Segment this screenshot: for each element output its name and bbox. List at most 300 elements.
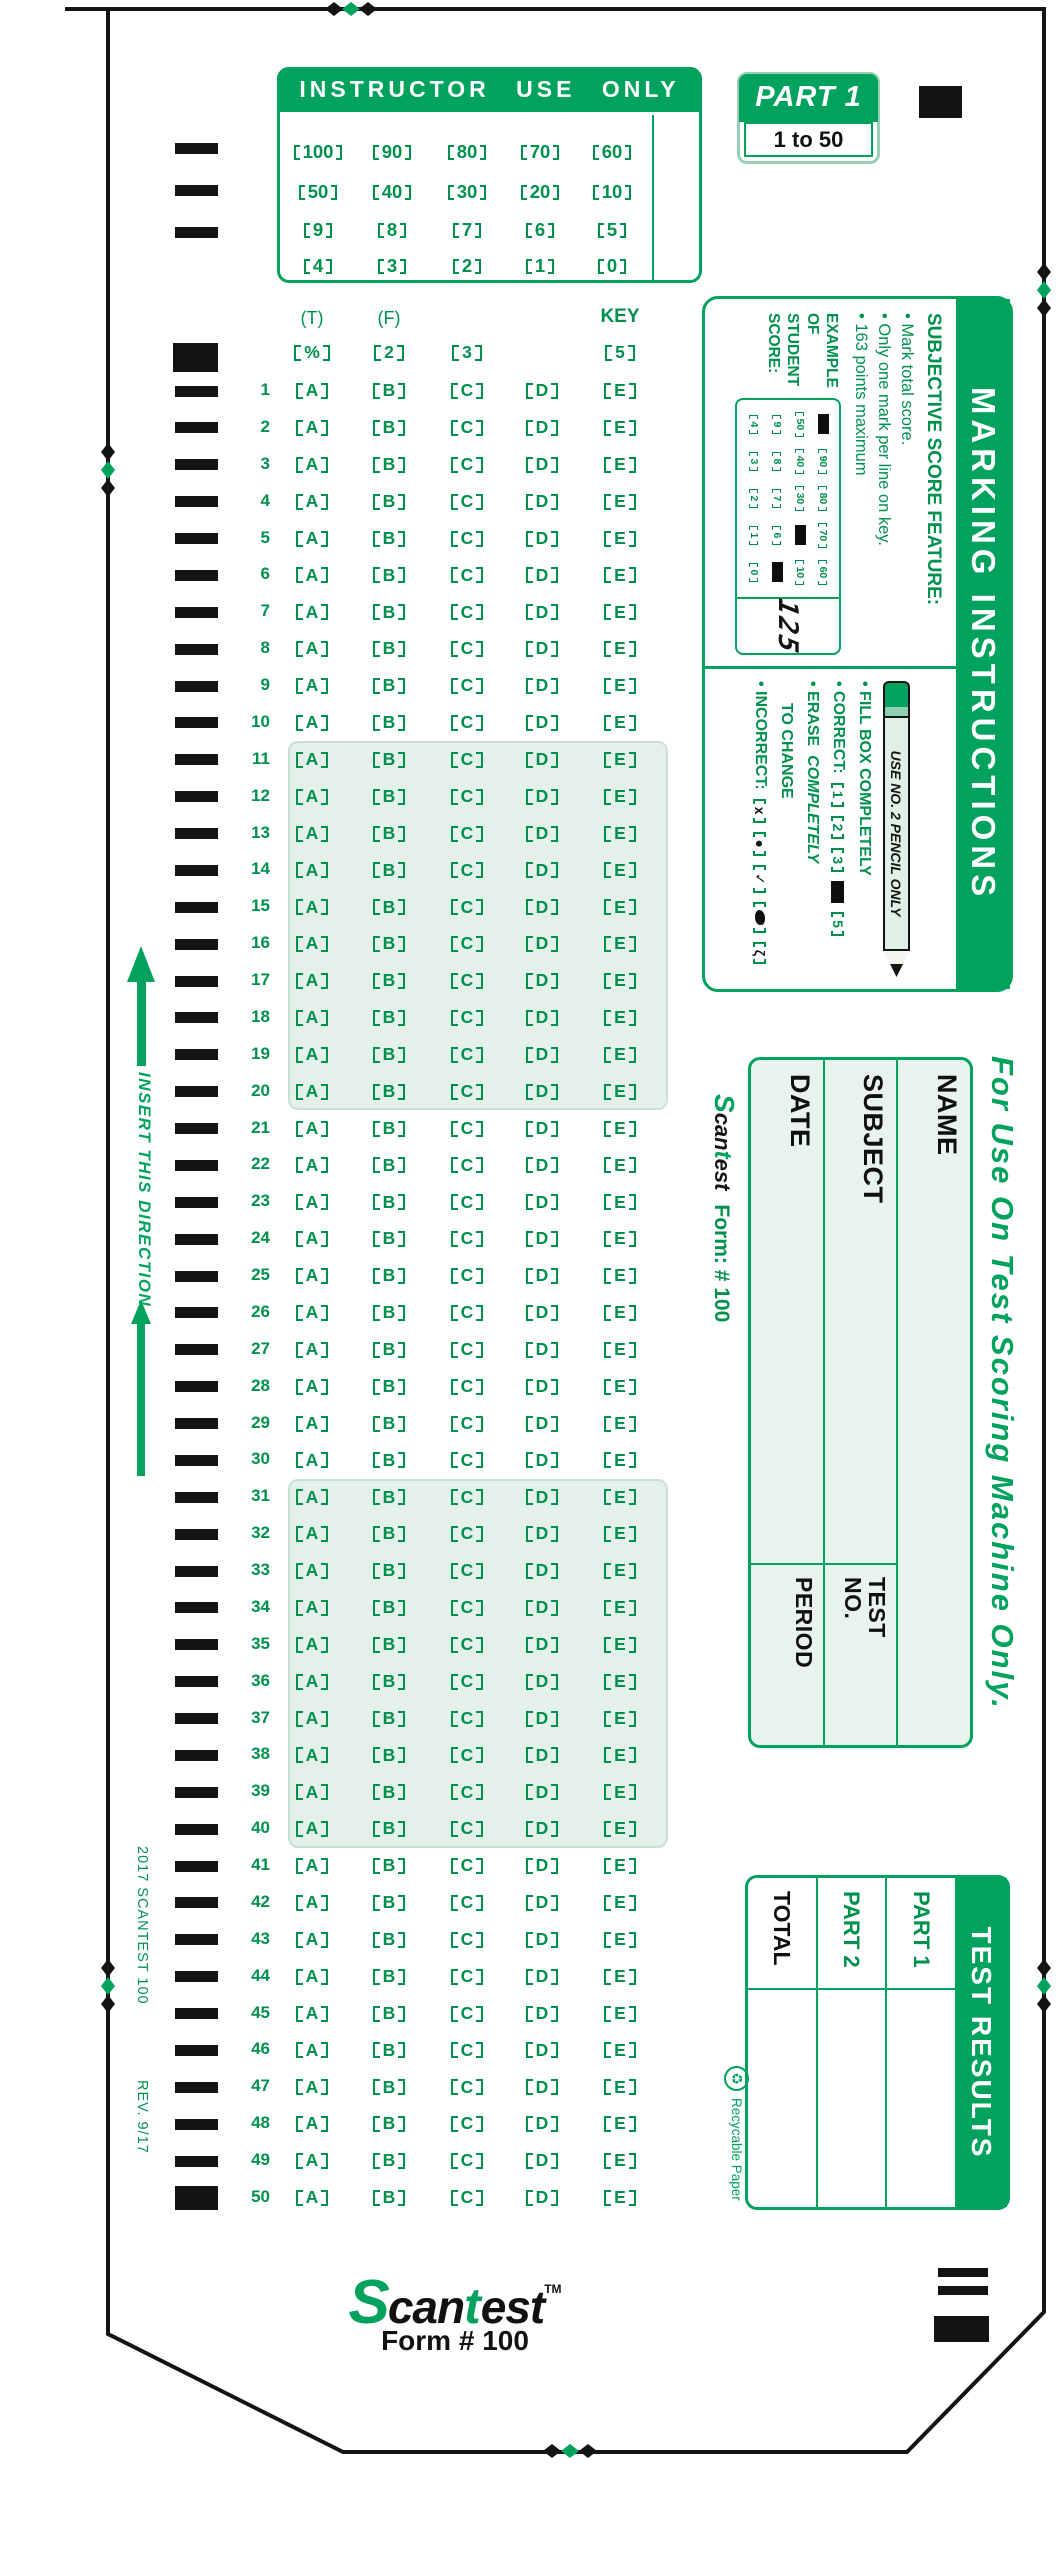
q29-choice-E[interactable] bbox=[585, 1411, 655, 1437]
q49-choice-A[interactable] bbox=[277, 2148, 347, 2174]
q50-choice-E[interactable] bbox=[585, 2185, 655, 2211]
key-bubble-2[interactable] bbox=[354, 340, 424, 366]
q44-choice-C[interactable] bbox=[432, 1964, 502, 1990]
bracket-right-icon bbox=[476, 641, 483, 657]
key-bubble-3[interactable] bbox=[432, 340, 502, 366]
timing-mark bbox=[175, 1271, 218, 1282]
q27-choice-C[interactable] bbox=[432, 1337, 502, 1363]
q14-choice-D[interactable] bbox=[507, 857, 577, 883]
q11-choice-C[interactable] bbox=[432, 747, 502, 773]
q11-choice-E[interactable] bbox=[585, 747, 655, 773]
q13-choice-B[interactable] bbox=[354, 821, 424, 847]
q45-choice-B[interactable] bbox=[354, 2001, 424, 2027]
q23-choice-B[interactable] bbox=[354, 1189, 424, 1215]
q26-choice-C[interactable] bbox=[432, 1300, 502, 1326]
q27-choice-A[interactable] bbox=[277, 1337, 347, 1363]
q31-choice-C[interactable] bbox=[432, 1484, 502, 1510]
q5-choice-B[interactable] bbox=[354, 526, 424, 552]
q7-choice-B[interactable] bbox=[354, 599, 424, 625]
q48-choice-C[interactable] bbox=[432, 2111, 502, 2137]
q37-choice-A[interactable] bbox=[277, 1706, 347, 1732]
q35-choice-B[interactable] bbox=[354, 1632, 424, 1658]
q50-choice-A[interactable] bbox=[277, 2185, 347, 2211]
q31-choice-A[interactable] bbox=[277, 1484, 347, 1510]
q39-choice-D[interactable] bbox=[507, 1779, 577, 1805]
q45-choice-D[interactable] bbox=[507, 2001, 577, 2027]
q42-choice-B[interactable] bbox=[354, 1890, 424, 1916]
q47-choice-B[interactable] bbox=[354, 2074, 424, 2100]
q25-choice-B[interactable] bbox=[354, 1263, 424, 1289]
q5-choice-E[interactable] bbox=[585, 526, 655, 552]
q24-choice-B[interactable] bbox=[354, 1226, 424, 1252]
q31-choice-B[interactable] bbox=[354, 1484, 424, 1510]
q3-choice-E[interactable] bbox=[585, 452, 655, 478]
instructor-score-bubble-60[interactable] bbox=[569, 139, 655, 165]
q4-choice-E[interactable] bbox=[585, 489, 655, 515]
bubble-value: A bbox=[305, 417, 319, 438]
q48-choice-E[interactable] bbox=[585, 2111, 655, 2137]
q21-choice-C[interactable] bbox=[432, 1116, 502, 1142]
q40-choice-D[interactable] bbox=[507, 1816, 577, 1842]
q43-choice-E[interactable] bbox=[585, 1927, 655, 1953]
q16-choice-A[interactable] bbox=[277, 931, 347, 957]
instructor-score-bubble-10[interactable] bbox=[569, 179, 655, 205]
q21-choice-E[interactable] bbox=[585, 1116, 655, 1142]
q24-choice-D[interactable] bbox=[507, 1226, 577, 1252]
q39-choice-E[interactable] bbox=[585, 1779, 655, 1805]
q30-choice-E[interactable] bbox=[585, 1447, 655, 1473]
q30-choice-A[interactable] bbox=[277, 1447, 347, 1473]
q36-choice-D[interactable] bbox=[507, 1669, 577, 1695]
q31-choice-E[interactable] bbox=[585, 1484, 655, 1510]
q8-choice-D[interactable] bbox=[507, 636, 577, 662]
calibration-bar bbox=[938, 2268, 988, 2277]
q14-choice-C[interactable] bbox=[432, 857, 502, 883]
q50-choice-B[interactable] bbox=[354, 2185, 424, 2211]
bracket-left-icon bbox=[526, 1194, 533, 1210]
q18-choice-B[interactable] bbox=[354, 1005, 424, 1031]
bubble-value: C bbox=[460, 1523, 474, 1544]
q34-choice-E[interactable] bbox=[585, 1595, 655, 1621]
q25-choice-A[interactable] bbox=[277, 1263, 347, 1289]
q6-choice-B[interactable] bbox=[354, 562, 424, 588]
q38-choice-C[interactable] bbox=[432, 1742, 502, 1768]
q3-choice-A[interactable] bbox=[277, 452, 347, 478]
q6-choice-E[interactable] bbox=[585, 562, 655, 588]
q40-choice-A[interactable] bbox=[277, 1816, 347, 1842]
q23-choice-D[interactable] bbox=[507, 1189, 577, 1215]
instructor-score-bubble-0[interactable] bbox=[569, 253, 655, 279]
q13-choice-A[interactable] bbox=[277, 821, 347, 847]
q20-choice-A[interactable] bbox=[277, 1079, 347, 1105]
q22-choice-A[interactable] bbox=[277, 1152, 347, 1178]
q41-choice-C[interactable] bbox=[432, 1853, 502, 1879]
q19-choice-C[interactable] bbox=[432, 1042, 502, 1068]
bracket-left-icon bbox=[373, 185, 379, 200]
q16-choice-B[interactable] bbox=[354, 931, 424, 957]
q38-choice-A[interactable] bbox=[277, 1742, 347, 1768]
q13-choice-C[interactable] bbox=[432, 821, 502, 847]
q17-choice-C[interactable] bbox=[432, 968, 502, 994]
q11-choice-A[interactable] bbox=[277, 747, 347, 773]
q30-choice-B[interactable] bbox=[354, 1447, 424, 1473]
q33-choice-C[interactable] bbox=[432, 1558, 502, 1584]
q5-choice-C[interactable] bbox=[432, 526, 502, 552]
q25-choice-E[interactable] bbox=[585, 1263, 655, 1289]
q46-choice-E[interactable] bbox=[585, 2037, 655, 2063]
q39-choice-A[interactable] bbox=[277, 1779, 347, 1805]
q18-choice-A[interactable] bbox=[277, 1005, 347, 1031]
part2-score-cell[interactable] bbox=[818, 1990, 886, 2207]
q21-choice-B[interactable] bbox=[354, 1116, 424, 1142]
q40-choice-E[interactable] bbox=[585, 1816, 655, 1842]
q3-choice-B[interactable] bbox=[354, 452, 424, 478]
q5-choice-D[interactable] bbox=[507, 526, 577, 552]
q35-choice-D[interactable] bbox=[507, 1632, 577, 1658]
q29-choice-C[interactable] bbox=[432, 1411, 502, 1437]
q12-choice-C[interactable] bbox=[432, 784, 502, 810]
bracket-left-icon bbox=[373, 531, 380, 547]
q2-choice-C[interactable] bbox=[432, 415, 502, 441]
key-bubble-5[interactable] bbox=[585, 340, 655, 366]
q3-choice-C[interactable] bbox=[432, 452, 502, 478]
q18-choice-C[interactable] bbox=[432, 1005, 502, 1031]
q10-choice-D[interactable] bbox=[507, 710, 577, 736]
instructor-score-bubble-8[interactable] bbox=[349, 217, 435, 243]
q41-choice-D[interactable] bbox=[507, 1853, 577, 1879]
q20-choice-B[interactable] bbox=[354, 1079, 424, 1105]
q26-choice-D[interactable] bbox=[507, 1300, 577, 1326]
bracket-left-icon bbox=[604, 567, 611, 583]
q2-choice-D[interactable] bbox=[507, 415, 577, 441]
q2-choice-E[interactable] bbox=[585, 415, 655, 441]
bubble-value: C bbox=[460, 1818, 474, 1839]
q27-choice-B[interactable] bbox=[354, 1337, 424, 1363]
q33-choice-B[interactable] bbox=[354, 1558, 424, 1584]
q45-choice-C[interactable] bbox=[432, 2001, 502, 2027]
q43-choice-B[interactable] bbox=[354, 1927, 424, 1953]
q15-choice-C[interactable] bbox=[432, 894, 502, 920]
q9-choice-E[interactable] bbox=[585, 673, 655, 699]
q17-choice-E[interactable] bbox=[585, 968, 655, 994]
q1-choice-C[interactable] bbox=[432, 378, 502, 404]
test-no-cell[interactable] bbox=[825, 1563, 897, 1745]
q42-choice-D[interactable] bbox=[507, 1890, 577, 1916]
q8-choice-B[interactable] bbox=[354, 636, 424, 662]
q30-choice-C[interactable] bbox=[432, 1447, 502, 1473]
bracket-left-icon bbox=[604, 1084, 611, 1100]
q46-choice-D[interactable] bbox=[507, 2037, 577, 2063]
q6-choice-A[interactable] bbox=[277, 562, 347, 588]
bubble-value: A bbox=[305, 1781, 319, 1802]
q45-choice-E[interactable] bbox=[585, 2001, 655, 2027]
q19-choice-A[interactable] bbox=[277, 1042, 347, 1068]
q36-choice-B[interactable] bbox=[354, 1669, 424, 1695]
q44-choice-E[interactable] bbox=[585, 1964, 655, 1990]
q20-choice-E[interactable] bbox=[585, 1079, 655, 1105]
q36-choice-E[interactable] bbox=[585, 1669, 655, 1695]
q40-choice-B[interactable] bbox=[354, 1816, 424, 1842]
q27-choice-D[interactable] bbox=[507, 1337, 577, 1363]
q1-choice-E[interactable] bbox=[585, 378, 655, 404]
q26-choice-E[interactable] bbox=[585, 1300, 655, 1326]
q14-choice-A[interactable] bbox=[277, 857, 347, 883]
q38-choice-B[interactable] bbox=[354, 1742, 424, 1768]
q39-choice-B[interactable] bbox=[354, 1779, 424, 1805]
key-bubble-%[interactable] bbox=[277, 340, 347, 366]
q13-choice-D[interactable] bbox=[507, 821, 577, 847]
q33-choice-E[interactable] bbox=[585, 1558, 655, 1584]
q37-choice-D[interactable] bbox=[507, 1706, 577, 1732]
q17-choice-D[interactable] bbox=[507, 968, 577, 994]
q19-choice-B[interactable] bbox=[354, 1042, 424, 1068]
q15-choice-E[interactable] bbox=[585, 894, 655, 920]
q12-choice-A[interactable] bbox=[277, 784, 347, 810]
q24-choice-E[interactable] bbox=[585, 1226, 655, 1252]
bubble-value: 90 bbox=[817, 455, 830, 468]
q4-choice-C[interactable] bbox=[432, 489, 502, 515]
q7-choice-E[interactable] bbox=[585, 599, 655, 625]
q28-choice-D[interactable] bbox=[507, 1374, 577, 1400]
q19-choice-D[interactable] bbox=[507, 1042, 577, 1068]
q4-choice-B[interactable] bbox=[354, 489, 424, 515]
q35-choice-A[interactable] bbox=[277, 1632, 347, 1658]
q20-choice-D[interactable] bbox=[507, 1079, 577, 1105]
q23-choice-C[interactable] bbox=[432, 1189, 502, 1215]
q50-choice-D[interactable] bbox=[507, 2185, 577, 2211]
bracket-right-icon bbox=[796, 433, 805, 437]
q34-choice-C[interactable] bbox=[432, 1595, 502, 1621]
logo-letters: est bbox=[480, 2281, 545, 2333]
q27-choice-E[interactable] bbox=[585, 1337, 655, 1363]
q18-choice-D[interactable] bbox=[507, 1005, 577, 1031]
q22-choice-D[interactable] bbox=[507, 1152, 577, 1178]
q1-choice-D[interactable] bbox=[507, 378, 577, 404]
q28-choice-A[interactable] bbox=[277, 1374, 347, 1400]
q32-choice-C[interactable] bbox=[432, 1521, 502, 1547]
q29-choice-D[interactable] bbox=[507, 1411, 577, 1437]
q7-choice-A[interactable] bbox=[277, 599, 347, 625]
bracket-right-icon bbox=[476, 1969, 483, 1985]
q37-choice-B[interactable] bbox=[354, 1706, 424, 1732]
q9-choice-A[interactable] bbox=[277, 673, 347, 699]
q32-choice-E[interactable] bbox=[585, 1521, 655, 1547]
q25-choice-C[interactable] bbox=[432, 1263, 502, 1289]
q9-choice-C[interactable] bbox=[432, 673, 502, 699]
bracket-right-icon bbox=[629, 494, 636, 510]
bubble-value: D bbox=[535, 822, 549, 843]
q28-choice-E[interactable] bbox=[585, 1374, 655, 1400]
q32-choice-B[interactable] bbox=[354, 1521, 424, 1547]
q12-choice-D[interactable] bbox=[507, 784, 577, 810]
q35-choice-C[interactable] bbox=[432, 1632, 502, 1658]
q37-choice-C[interactable] bbox=[432, 1706, 502, 1732]
q22-choice-C[interactable] bbox=[432, 1152, 502, 1178]
example-bubble-4 bbox=[749, 415, 760, 435]
instructor-score-bubble-40[interactable] bbox=[349, 179, 435, 205]
q34-choice-B[interactable] bbox=[354, 1595, 424, 1621]
q20-choice-C[interactable] bbox=[432, 1079, 502, 1105]
q43-choice-D[interactable] bbox=[507, 1927, 577, 1953]
q15-choice-B[interactable] bbox=[354, 894, 424, 920]
q5-choice-A[interactable] bbox=[277, 526, 347, 552]
q4-choice-D[interactable] bbox=[507, 489, 577, 515]
q34-choice-D[interactable] bbox=[507, 1595, 577, 1621]
q7-choice-C[interactable] bbox=[432, 599, 502, 625]
bubble-value: C bbox=[460, 1855, 474, 1876]
q17-choice-B[interactable] bbox=[354, 968, 424, 994]
q47-choice-E[interactable] bbox=[585, 2074, 655, 2100]
q11-choice-D[interactable] bbox=[507, 747, 577, 773]
q19-choice-E[interactable] bbox=[585, 1042, 655, 1068]
q48-choice-B[interactable] bbox=[354, 2111, 424, 2137]
q9-choice-D[interactable] bbox=[507, 673, 577, 699]
q38-choice-E[interactable] bbox=[585, 1742, 655, 1768]
q10-choice-A[interactable] bbox=[277, 710, 347, 736]
q38-choice-D[interactable] bbox=[507, 1742, 577, 1768]
bracket-right-icon bbox=[629, 936, 636, 952]
q41-choice-E[interactable] bbox=[585, 1853, 655, 1879]
example-grid-cell bbox=[768, 562, 786, 582]
q31-choice-D[interactable] bbox=[507, 1484, 577, 1510]
q26-choice-B[interactable] bbox=[354, 1300, 424, 1326]
q21-choice-D[interactable] bbox=[507, 1116, 577, 1142]
bubble-value: B bbox=[382, 1707, 396, 1728]
q44-choice-A[interactable] bbox=[277, 1964, 347, 1990]
q43-choice-A[interactable] bbox=[277, 1927, 347, 1953]
q40-choice-C[interactable] bbox=[432, 1816, 502, 1842]
q1-choice-A[interactable] bbox=[277, 378, 347, 404]
q47-choice-D[interactable] bbox=[507, 2074, 577, 2100]
q10-choice-B[interactable] bbox=[354, 710, 424, 736]
q14-choice-E[interactable] bbox=[585, 857, 655, 883]
q16-choice-D[interactable] bbox=[507, 931, 577, 957]
q37-choice-E[interactable] bbox=[585, 1706, 655, 1732]
q46-choice-C[interactable] bbox=[432, 2037, 502, 2063]
q49-choice-C[interactable] bbox=[432, 2148, 502, 2174]
q36-choice-C[interactable] bbox=[432, 1669, 502, 1695]
q47-choice-C[interactable] bbox=[432, 2074, 502, 2100]
bracket-left-icon bbox=[373, 973, 380, 989]
q10-choice-E[interactable] bbox=[585, 710, 655, 736]
q47-choice-A[interactable] bbox=[277, 2074, 347, 2100]
q3-choice-D[interactable] bbox=[507, 452, 577, 478]
q9-choice-B[interactable] bbox=[354, 673, 424, 699]
q2-choice-B[interactable] bbox=[354, 415, 424, 441]
q15-choice-D[interactable] bbox=[507, 894, 577, 920]
q42-choice-C[interactable] bbox=[432, 1890, 502, 1916]
q6-choice-D[interactable] bbox=[507, 562, 577, 588]
q12-choice-B[interactable] bbox=[354, 784, 424, 810]
q41-choice-B[interactable] bbox=[354, 1853, 424, 1879]
q46-choice-B[interactable] bbox=[354, 2037, 424, 2063]
q25-choice-D[interactable] bbox=[507, 1263, 577, 1289]
bracket-left-icon bbox=[526, 1489, 533, 1505]
q18-choice-E[interactable] bbox=[585, 1005, 655, 1031]
q16-choice-E[interactable] bbox=[585, 931, 655, 957]
q8-choice-E[interactable] bbox=[585, 636, 655, 662]
q34-choice-A[interactable] bbox=[277, 1595, 347, 1621]
q13-choice-E[interactable] bbox=[585, 821, 655, 847]
q7-choice-D[interactable] bbox=[507, 599, 577, 625]
q50-choice-C[interactable] bbox=[432, 2185, 502, 2211]
q23-choice-A[interactable] bbox=[277, 1189, 347, 1215]
period-cell[interactable] bbox=[751, 1563, 823, 1745]
q29-choice-B[interactable] bbox=[354, 1411, 424, 1437]
part1-score-cell[interactable] bbox=[887, 1990, 955, 2207]
q23-choice-E[interactable] bbox=[585, 1189, 655, 1215]
q36-choice-A[interactable] bbox=[277, 1669, 347, 1695]
q8-choice-C[interactable] bbox=[432, 636, 502, 662]
bracket-left-icon bbox=[593, 185, 599, 200]
q4-choice-A[interactable] bbox=[277, 489, 347, 515]
q17-choice-A[interactable] bbox=[277, 968, 347, 994]
q12-choice-E[interactable] bbox=[585, 784, 655, 810]
q22-choice-E[interactable] bbox=[585, 1152, 655, 1178]
example-grid-cell bbox=[745, 563, 763, 583]
timing-mark bbox=[175, 1049, 218, 1060]
q46-choice-A[interactable] bbox=[277, 2037, 347, 2063]
q49-choice-D[interactable] bbox=[507, 2148, 577, 2174]
q24-choice-A[interactable] bbox=[277, 1226, 347, 1252]
q41-choice-A[interactable] bbox=[277, 1853, 347, 1879]
total-score-cell[interactable] bbox=[748, 1990, 816, 2207]
bracket-left-icon bbox=[750, 563, 759, 567]
instructor-score-bubble-90[interactable] bbox=[349, 139, 435, 165]
q15-choice-A[interactable] bbox=[277, 894, 347, 920]
bubble-value: C bbox=[460, 2039, 474, 2060]
q49-choice-E[interactable] bbox=[585, 2148, 655, 2174]
q14-choice-B[interactable] bbox=[354, 857, 424, 883]
q1-choice-B[interactable] bbox=[354, 378, 424, 404]
q42-choice-E[interactable] bbox=[585, 1890, 655, 1916]
q28-choice-B[interactable] bbox=[354, 1374, 424, 1400]
q29-choice-A[interactable] bbox=[277, 1411, 347, 1437]
q16-choice-C[interactable] bbox=[432, 931, 502, 957]
q49-choice-B[interactable] bbox=[354, 2148, 424, 2174]
q8-choice-A[interactable] bbox=[277, 636, 347, 662]
q48-choice-D[interactable] bbox=[507, 2111, 577, 2137]
q30-choice-D[interactable] bbox=[507, 1447, 577, 1473]
q22-choice-B[interactable] bbox=[354, 1152, 424, 1178]
q43-choice-C[interactable] bbox=[432, 1927, 502, 1953]
q24-choice-C[interactable] bbox=[432, 1226, 502, 1252]
q28-choice-C[interactable] bbox=[432, 1374, 502, 1400]
q11-choice-B[interactable] bbox=[354, 747, 424, 773]
q32-choice-D[interactable] bbox=[507, 1521, 577, 1547]
q21-choice-A[interactable] bbox=[277, 1116, 347, 1142]
bracket-left-icon bbox=[451, 531, 458, 547]
q48-choice-A[interactable] bbox=[277, 2111, 347, 2137]
q42-choice-A[interactable] bbox=[277, 1890, 347, 1916]
q32-choice-A[interactable] bbox=[277, 1521, 347, 1547]
q44-choice-B[interactable] bbox=[354, 1964, 424, 1990]
q2-choice-A[interactable] bbox=[277, 415, 347, 441]
q26-choice-A[interactable] bbox=[277, 1300, 347, 1326]
q35-choice-E[interactable] bbox=[585, 1632, 655, 1658]
q6-choice-C[interactable] bbox=[432, 562, 502, 588]
q44-choice-D[interactable] bbox=[507, 1964, 577, 1990]
q39-choice-C[interactable] bbox=[432, 1779, 502, 1805]
q45-choice-A[interactable] bbox=[277, 2001, 347, 2027]
q33-choice-A[interactable] bbox=[277, 1558, 347, 1584]
instructor-score-bubble-5[interactable] bbox=[569, 217, 655, 243]
q33-choice-D[interactable] bbox=[507, 1558, 577, 1584]
name-input-area[interactable] bbox=[898, 1260, 970, 1745]
timing-mark bbox=[175, 1344, 218, 1355]
q10-choice-C[interactable] bbox=[432, 710, 502, 736]
instructor-score-bubble-3[interactable] bbox=[349, 253, 435, 279]
